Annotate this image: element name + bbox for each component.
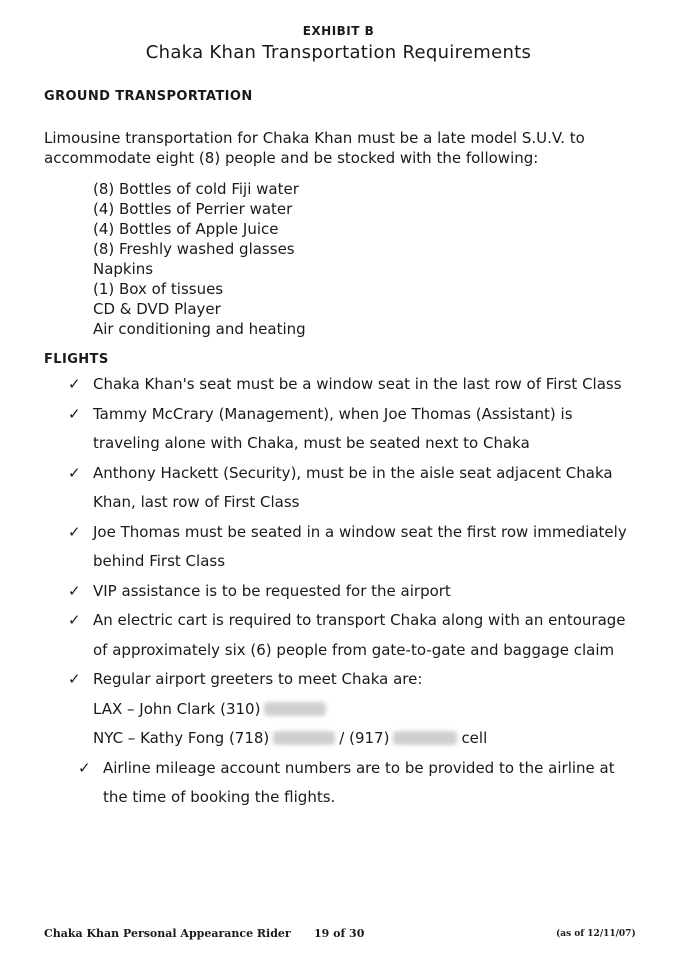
list-item: Napkins <box>93 260 154 278</box>
list-item <box>0 577 633 607</box>
greeter-nyc <box>93 724 633 754</box>
list-item: (4) Bottles of Perrier water <box>93 200 293 218</box>
greeter-lax-text: LAX – John Clark (310) <box>93 699 261 718</box>
greeter-nyc-separator: / (917) <box>339 729 390 747</box>
list-item: CD & DVD Player <box>93 300 221 318</box>
list-item: (8) Freshly washed glasses <box>93 240 295 258</box>
checkmark-icon: ✓ <box>68 522 81 541</box>
flight-item-text: Chaka Khan's seat must be a window seat in the last row of First Class <box>93 375 622 393</box>
flights-heading: FLIGHTS <box>44 352 109 367</box>
footer-title: Chaka Khan Personal Appearance Rider <box>44 927 291 940</box>
flight-item-text: Tammy McCrary (Management), when Joe Thomas (Assistant) is traveling alone with Chaka, must be seated next to Chaka <box>93 404 573 452</box>
list-item: (1) Box of tissues <box>93 280 224 298</box>
page-title: Chaka Khan Transportation Requirements <box>145 42 532 63</box>
exhibit-label: EXHIBIT B <box>302 24 375 38</box>
flight-item-text: Joe Thomas must be seated in a window seat the first row immediately behind First Class <box>93 522 627 570</box>
flight-item-text: Airline mileage account numbers are to be provided to the airline at the time of booking the flights. <box>103 758 615 806</box>
list-item: (8) Bottles of cold Fiji water <box>93 180 299 198</box>
supplies-list <box>93 179 306 339</box>
checkmark-icon: ✓ <box>68 670 81 688</box>
page-number: 19 of 30 <box>314 927 365 940</box>
list-item <box>0 665 633 754</box>
redacted-phone <box>393 731 457 745</box>
list-item <box>0 459 633 518</box>
revision-date: (as of 12/11/07) <box>556 929 636 939</box>
flight-item-text: Regular airport greeters to meet Chaka are: <box>93 670 423 688</box>
ground-intro-paragraph: Limousine transportation for Chaka Khan must be a late model S.U.V. to accommodate eight (8) people and be stocked with the following: <box>44 129 585 167</box>
flights-list <box>0 370 677 813</box>
list-item <box>0 370 633 400</box>
checkmark-icon: ✓ <box>68 581 81 600</box>
list-item: Air conditioning and heating <box>93 320 306 338</box>
flight-item-text: Anthony Hackett (Security), must be in the aisle seat adjacent Chaka Khan, last row of First Class <box>93 463 613 511</box>
flight-item-text: An electric cart is required to transport Chaka along with an entourage of approximately six (6) people from gate-to-gate and baggage claim <box>93 611 626 659</box>
list-item: (4) Bottles of Apple Juice <box>93 220 279 238</box>
list-item <box>0 606 633 665</box>
greeter-lax <box>93 695 633 725</box>
list-item <box>0 400 633 459</box>
checkmark-icon: ✓ <box>68 375 81 393</box>
list-item <box>0 754 643 813</box>
checkmark-icon: ✓ <box>68 611 81 629</box>
flight-item-text: VIP assistance is to be requested for the airport <box>93 581 451 600</box>
redacted-phone <box>273 731 335 745</box>
greeter-nyc-text: NYC – Kathy Fong (718) <box>93 729 270 747</box>
checkmark-icon: ✓ <box>78 758 91 777</box>
list-item <box>0 518 633 577</box>
checkmark-icon: ✓ <box>68 463 81 482</box>
checkmark-icon: ✓ <box>68 404 81 423</box>
greeter-nyc-cell: cell <box>461 729 488 747</box>
redacted-phone <box>264 702 326 716</box>
ground-transportation-heading: GROUND TRANSPORTATION <box>44 89 253 104</box>
